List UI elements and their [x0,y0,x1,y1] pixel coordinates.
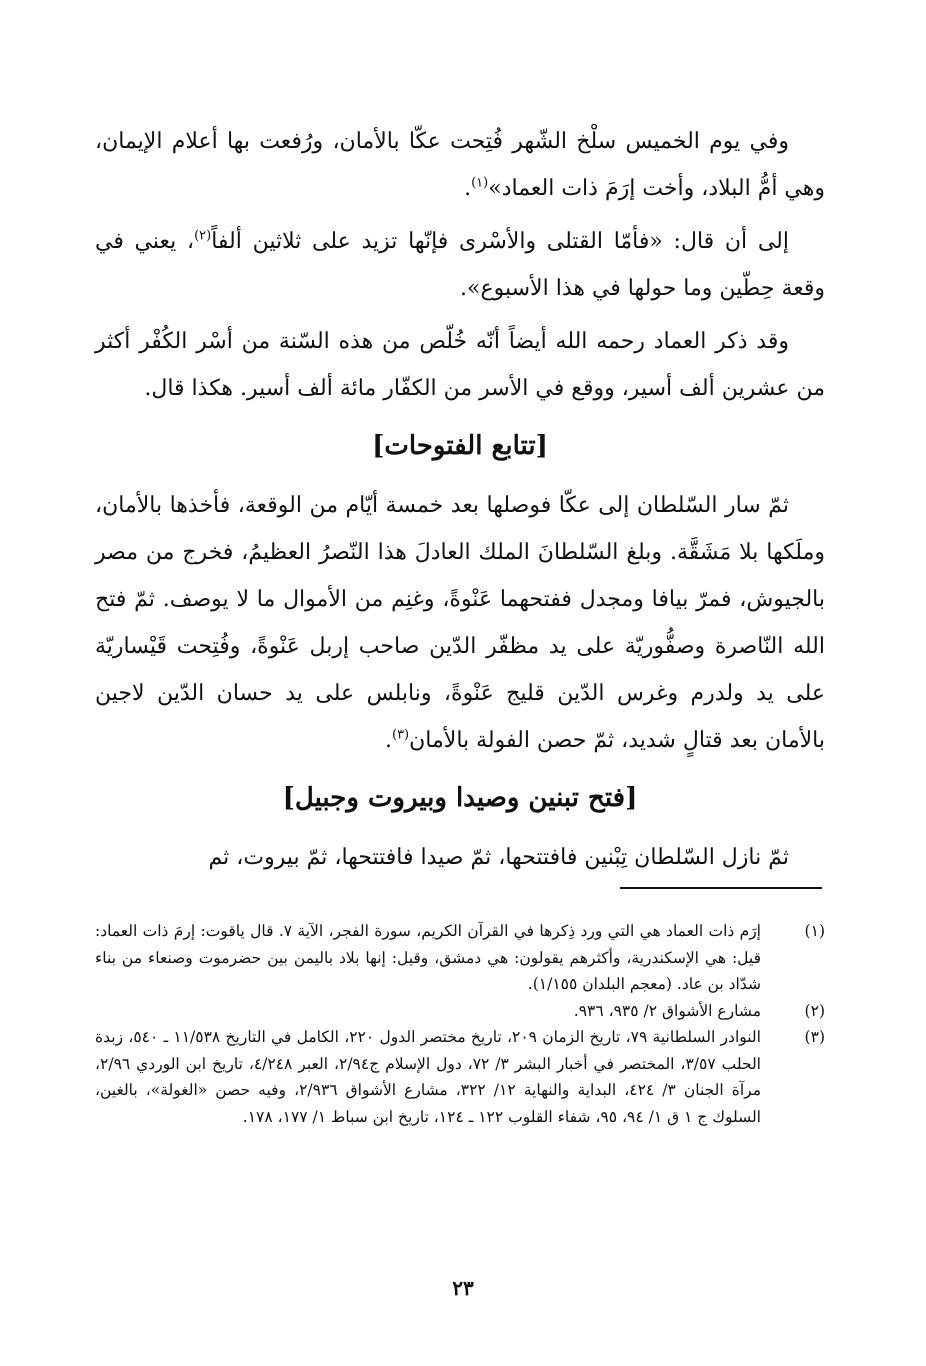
footnote-ref-3: (٣) [391,727,410,743]
paragraph-3 [95,318,825,412]
page-number: ٢٣ [452,1276,474,1300]
paragraph-2 [95,218,825,312]
paragraph-4 [95,482,825,764]
paragraph-3-text: وقد ذكر العماد رحمه الله أيضاً أنّه خُلّص من هذه السّنة من أسْر الكُفْر أكثر من عشرين ألف أسير، ووقع في الأسر من الكفّار مائة ألف أسير. هكذا قال. [95,329,825,401]
paragraph-4-tail: . [384,728,392,753]
footnote-3 [95,1024,825,1130]
footnotes [95,918,825,1130]
paragraph-2-tail: ، يعني في وقعة حِطّين وما حولها في هذا الأسبوع». [95,229,825,301]
paragraph-5: ثمّ نازل السّلطان تِبْنين فافتتحها، ثمّ صيدا فافتتحها، ثمّ بيروت، ثم [208,845,789,870]
section-heading-conquests: [تتابع الفتوحات] [372,431,548,461]
section-heading-tibnin: [فتح تبنين وصيدا وبيروت وجبيل] [282,783,638,813]
paragraph-1-text: وفي يوم الخميس سلْخ الشّهر فُتِحت عكّا بالأمان، ورُفعت بها أعلام الإيمان، وهي أمُّ البلاد، وأخت إرَمَ ذات العماد» [95,129,825,201]
footnote-1 [95,918,825,998]
footnote-text: النوادر السلطانية ٧٩، تاريخ الزمان ٢٠٩، تاريخ مختصر الدول ٢٢٠، الكامل في التاريخ ١١/٥٣٨ ـ ٥٤٠، زبدة الحلب ٣/٥٧، المختصر في أخبار البشر ٣/ ٧٢، دول الإسلام ج٢/٩٤، العبر ٤/٢٤٨، تاريخ ابن الوردي ٢/٩٦، مرآة الجنان ٣/ ٤٢٤، البداية والنهاية ١٢/ ٣٢٢، مشارع الأشواق ٢/٩٣٦، وفيه حصن «الغولة»، بالغين، السلوك ج ١ ق ١/ ٩٤، ٩٥، شفاء القلوب ١٢٢ ـ ١٢٤، تاريخ ابن سباط ١/ ١٧٧، ١٧٨. [95,1028,761,1126]
main-text [95,118,825,887]
paragraph-2-text: إلى أن قال: «فأمّا القتلى والأسْرى فإنّها تزيد على ثلاثين ألفاً [211,229,790,254]
paragraph-1 [95,118,825,212]
footnote-number: (٣) [804,1028,825,1046]
footnote-ref-1: (١) [471,175,489,191]
footnote-text: مشارع الأشواق ٢/ ٩٣٥، ٩٣٦. [573,1001,761,1020]
footnote-number: (٢) [804,1001,825,1020]
footnote-text: إرَم ذات العماد هي التي ورد ذِكرها في القرآن الكريم، سورة الفجر، الآية ٧. قال ياقوت: إرمَ ذات العماد: قيل: هي الإسكندرية، وأكثرهم يقولون: هي دمشق، وقيل: إنها بلاد باليمن بين حضرموت وصنعاء من بناء شدّاد بن عاد. (معجم البلدان ١/١٥٥). [95,922,761,993]
footnote-number: (١) [804,922,825,940]
footnote-separator [620,887,822,889]
footnote-ref-2: (٢) [194,228,212,244]
footnote-2 [95,998,825,1025]
paragraph-1-tail: . [464,176,472,201]
paragraph-4-text: ثمّ سار السّلطان إلى عكّا فوصلها بعد خمسة أيّام من الوقعة، فأخذها بالأمان، وملَكها بلا مَشَقَّة. وبلغ السّلطانَ الملك العادلَ هذا النّصرُ العظيمُ، فخرج من مصر بالجيوش، فمرّ بيافا ومجدل ففتحهما عَنْوةً، وغنِم من الأموال ما لا يوصف. ثمّ فتح الله النّاصرة وصفُّوريّة على يد مظفّر الدّين صاحب إربل عَنْوةً، وفُتِحت قَيْساريّة على يد ولدرم وغرس الدّين قليج عَنْوةً، ونابلس على يد حسان الدّين لاجين بالأمان بعد قتالٍ شديد، ثمّ حصن الفولة بالأمان [95,493,825,753]
